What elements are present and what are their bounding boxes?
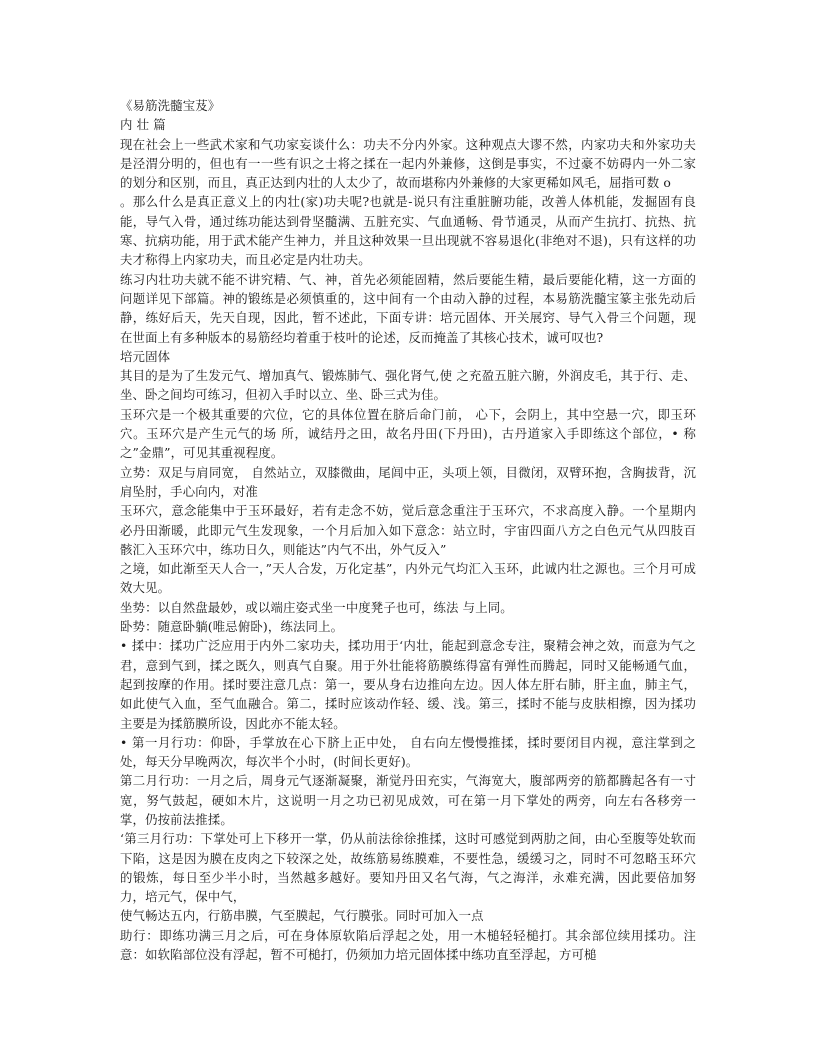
document-page (120, 96, 696, 964)
paragraph: ‘第三月行功：下掌处可上下移开一掌，仍从前法徐徐推揉，这时可感觉到两肋之间，由心至腹等处软而下陷，这是因为膜在皮肉之下较深之处，故练筋易练膜难，不要性急，缓缓习之，同时不可忽略玉环穴的锻炼，每日至少半小时，当然越多越好。要知丹田又名气海，气之海洋，永难充满，因此要倍加努力，培元气，保中气， (120, 831, 696, 905)
paragraph: 练习内壮功夫就不能不讲究精、气、神，首先必须能固精，然后要能生精，最后要能化精，这一方面的问题详见下部篇。神的锻练是必须慎重的，这中间有一个由动入静的过程，本易筋洗髓宝篆主张先动后静，练好后天，先天自现，因此，暂不述此，下面专讲：培元固体、开关展窍、导气入骨三个问题，现在世面上有多种版本的易筋经均着重于枝叶的论述，反而掩盖了其核心技术，诚可叹也? (120, 271, 696, 345)
paragraph: • 揉中：揉功广泛应用于内外二家功夫，揉功用于‘内壮，能起到意念专注，聚精会神之效，而意为气之君，意到气到，揉之既久，则真气自聚。用于外壮能将筋膜练得富有弹性而腾起，同时又能畅通气血，起到按摩的作用。揉时要注意几点：第一，要从身右边推向左边。因人体左肝右肺，肝主血，肺主气，如此使气入血，至气血融合。第二，揉时应该动作轻、缓、浅。第三，揉时不能与皮肤相擦，因为揉功主要是为揉筋膜所设，因此亦不能太轻。 (120, 638, 696, 731)
paragraph: 立势：双足与肩同宽， 自然站立，双膝微曲，尾闾中正，头项上领，目微闭，双臂环抱，含胸拔背，沉肩坠肘，手心向内，对准 (120, 464, 696, 499)
paragraph: 助行：即练功满三月之后，可在身体原软陷后浮起之处，用一木槌轻轻槌打。其余部位续用揉功。注意：如软陷部位没有浮起，暂不可槌打，仍须加力培元固体揉中练功直至浮起，方可槌 (120, 927, 696, 963)
paragraph: 。那么什么是真正意义上的内壮(家)功夫呢?也就是-说只有注重脏腑功能，改善人体机能，发掘固有良能，导气入骨，通过练功能达到骨坚髓满、五脏充实、气血通畅、骨节通灵，从而产生抗打、抗热、抗寒、抗病功能，用于武术能产生神力，并且这种效果一旦出现就不容易退化(非绝对不退)，只有这样的功夫才称得上内家功夫，而且必定是内壮功夫。 (120, 194, 696, 268)
paragraph: 现在社会上一些武术家和气功家妄谈什么：功夫不分内外家。这种观点大谬不然，内家功夫和外家功夫是泾渭分明的，但也有一一些有识之士将之揉在一起内外兼修，这倒是事实，不过豪不妨碍内一外二家的划分和区别，而且，真正达到内壮的人太少了，故而堪称内外兼修的大家更稀如风毛，屈指可数 o (120, 136, 696, 191)
paragraph: 玉环穴，意念能集中于玉环最好，若有走念不妨，觉后意念重注于玉环穴，不求高度入静。一个星期内必丹田渐暖，此即元气生发现象，一个月后加入如下意念：站立时，宇宙四面八方之白色元气从四肢百骸汇入玉环穴中，练功日久，则能达”内气不出，外气反入” (120, 503, 696, 557)
paragraph: 玉环穴是一个极其重要的穴位，它的具体位置在脐后命门前， 心下，会阴上，其中空悬一穴，即玉环穴。玉环穴是产生元气的场 所，诚结丹之田，故名丹田(下丹田)，古丹道家入手即练这个部位，• 称之”金鼎”，可见其重视程度。 (120, 406, 696, 461)
paragraph: • 第一月行功：仰卧，手掌放在心下脐上正中处， 自右向左慢慢推揉，揉时要闭目内视，意注掌到之处，每天分早晚两次，每次半个小时，(时间长更好)。 (120, 734, 696, 770)
subsection-heading: 培元固体 (120, 348, 171, 364)
paragraph: 其目的是为了生发元气、增加真气、锻炼肺气、强化肾气,使 之充盈五脏六腑，外润皮毛，其于行、走、坐、卧之间均可练习，但初入手时以立、坐、卧三式为佳。 (120, 368, 696, 403)
paragraph: 坐势：以自然盘最妙，或以端庄姿式坐一中度凳子也可，练法 与上同。 (120, 599, 513, 615)
section-heading: 内 壮 篇 (120, 117, 166, 133)
document-title: 《易筋洗髓宝芨》 (120, 98, 221, 113)
paragraph: 卧势：随意卧躺(唯忌俯卧)，练法同上。 (120, 619, 344, 635)
paragraph: 使气畅达五内，行筋串膜，气至膜起，气行膜张。同时可加入一点 (120, 908, 484, 924)
paragraph: 之境，如此渐至天人合一，”天人合发，万化定基”，内外元气均汇入玉环，此诚内壮之源也。三个月可成效大见。 (120, 561, 696, 596)
paragraph: 第二月行功：一月之后，周身元气逐渐凝聚，渐觉丹田充实，气海宽大，腹部两旁的筋都腾起各有一寸宽，努气鼓起，硬如木片，这说明一月之功已初见成效，可在第一月下掌处的两旁，向左右各移旁一掌，仍按前法推揉。 (120, 773, 696, 827)
